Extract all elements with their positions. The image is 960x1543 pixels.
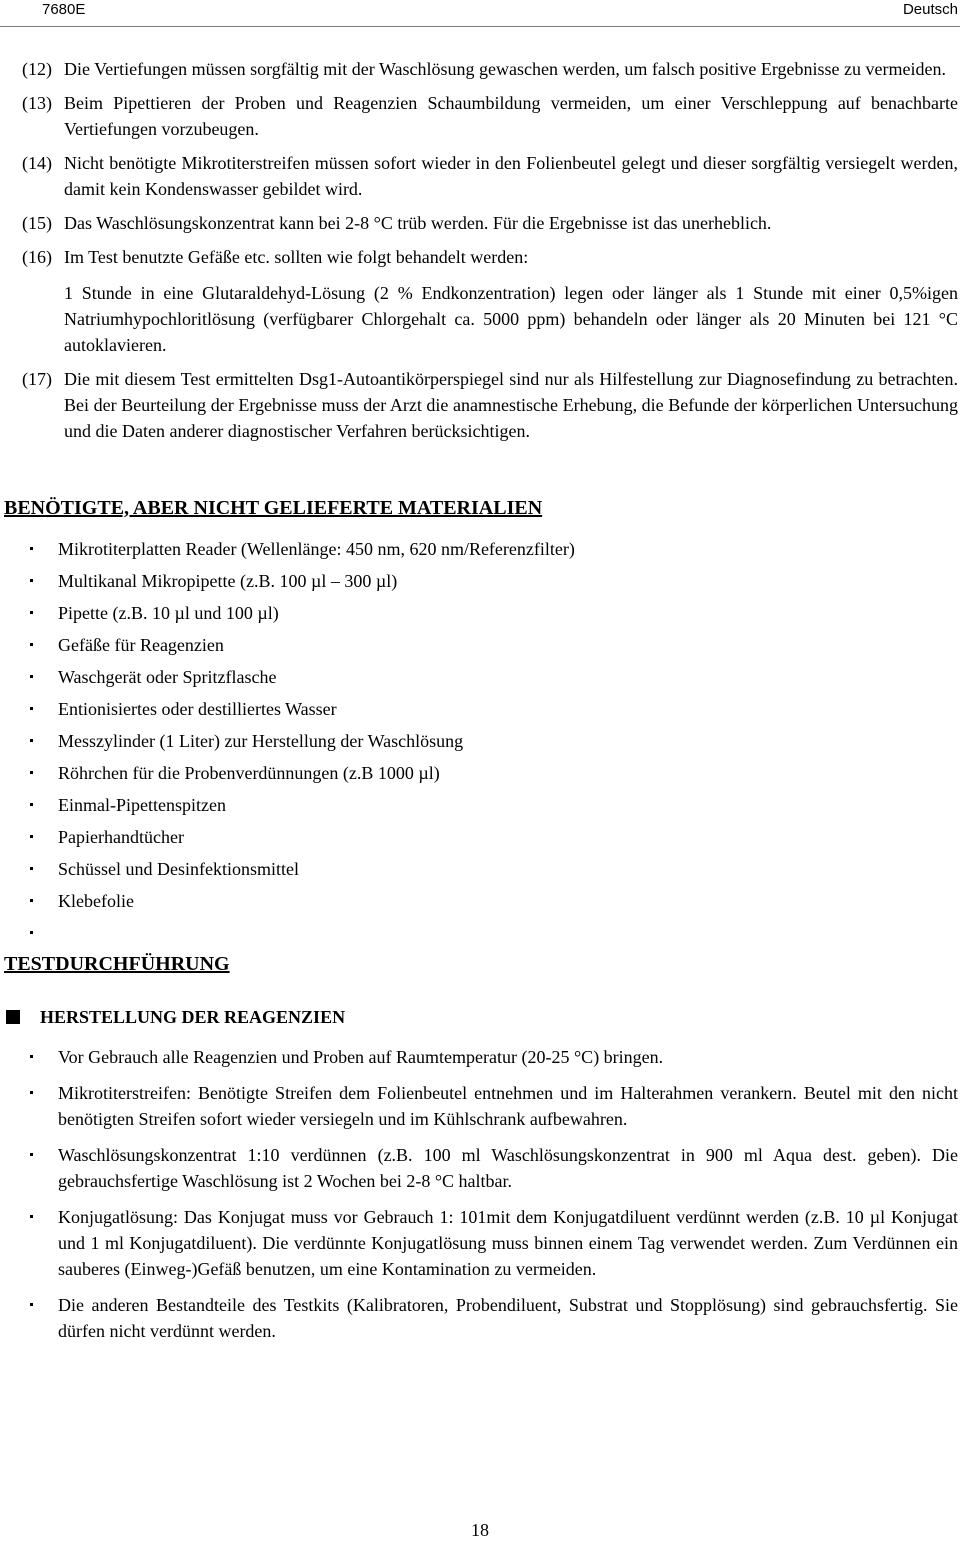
bullet-icon [24,568,58,594]
list-item-text: Entionisiertes oder destilliertes Wasser [58,699,337,719]
list-item-empty [24,920,958,946]
bullet-icon [24,1142,58,1194]
list-item [24,728,958,754]
list-item-text: Mikrotiterplatten Reader (Wellenlänge: 450 nm, 620 nm/Referenzfilter) [58,539,575,559]
note-item [22,366,958,444]
list-item [24,792,958,818]
note-number: (15) [22,213,52,233]
list-item [24,696,958,722]
page-content [0,56,960,1344]
materials-heading: BENÖTIGTE, ABER NICHT GELIEFERTE MATERIALIEN [4,497,543,519]
list-item-text: Klebefolie [58,891,134,911]
document-code: 7680E [42,1,86,18]
note-item [22,244,958,270]
list-item-text: Pipette (z.B. 10 µl und 100 µl) [58,603,279,623]
note-16-detail: 1 Stunde in eine Glutaraldehyd-Lösung (2 % Endkonzentration) legen oder länger als 1 Stunde mit einer 0,5%igen Natriumhypochloritlösung (verfügbarer Chlorgehalt ca. 5000 ppm) behandeln oder länger als 20 Minuten bei 121 °C autoklavieren. [64,283,958,355]
bullet-icon [24,696,58,722]
note-number: (12) [22,59,52,79]
bullet-icon [24,1204,58,1282]
list-item [24,1142,958,1194]
list-item [24,1080,958,1132]
list-item-text: Waschgerät oder Spritzflasche [58,667,277,687]
list-item [24,1292,958,1344]
square-bullet-icon [6,1010,20,1024]
note-number: (13) [22,93,52,113]
bullet-icon [24,536,58,562]
list-item-text: Die anderen Bestandteile des Testkits (Kalibratoren, Probendiluent, Substrat und Stopplösung) sind gebrauchsfertig. Sie dürfen nicht verdünnt werden. [58,1295,958,1341]
notes-list [0,56,960,444]
list-item-text: Röhrchen für die Probenverdünnungen (z.B 1000 µl) [58,763,440,783]
bullet-icon [24,1044,58,1070]
note-number: (14) [22,153,52,173]
page-header [0,0,960,27]
bullet-icon [24,600,58,626]
list-item [24,824,958,850]
bullet-icon [24,792,58,818]
bullet-icon [24,824,58,850]
document-language: Deutsch [902,1,958,18]
page-number: 18 [471,1520,489,1540]
note-text: Im Test benutzte Gefäße etc. sollten wie folgt behandelt werden: [64,247,529,267]
bullet-icon [24,920,58,946]
note-text: Die mit diesem Test ermittelten Dsg1-Autoantikörperspiegel sind nur als Hilfestellung zur Diagnosefindung zu betrachten. Bei der Beurteilung der Ergebnisse muss der Arzt die anamnestische Erhebung, die Befunde der körperlichen Untersuchung und die Daten anderer diagnostischer Verfahren berücksichtigen. [64,369,958,441]
list-item [24,600,958,626]
list-item [24,632,958,658]
list-item-text: Vor Gebrauch alle Reagenzien und Proben auf Raumtemperatur (20-25 °C) bringen. [58,1047,664,1067]
note-text: Das Waschlösungskonzentrat kann bei 2-8 °C trüb werden. Für die Ergebnisse ist das unerheblich. [64,213,772,233]
list-item-text: Mikrotiterstreifen: Benötigte Streifen dem Folienbeutel entnehmen und im Halterahmen verankern. Beutel mit den nicht benötigten Streifen sofort wieder versiegeln und im Kühlschrank aufbewahren. [58,1083,958,1129]
note-item [22,150,958,202]
list-item-text: Gefäße für Reagenzien [58,635,224,655]
note-item [22,90,958,142]
bullet-icon [24,888,58,914]
list-item-text: Papierhandtücher [58,827,184,847]
list-item [24,760,958,786]
bullet-icon [24,1292,58,1344]
note-item [22,210,958,236]
list-item [24,856,958,882]
list-item-text: Schüssel und Desinfektionsmittel [58,859,299,879]
list-item [24,568,958,594]
list-item-text: Einmal-Pipettenspitzen [58,795,226,815]
bullet-icon [24,664,58,690]
procedure-list [0,1044,960,1344]
bullet-icon [24,632,58,658]
list-item [24,536,958,562]
list-item [24,888,958,914]
list-item-text: Waschlösungskonzentrat 1:10 verdünnen (z.B. 100 ml Waschlösungskonzentrat in 900 ml Aqua dest. geben). Die gebrauchsfertige Waschlösung ist 2 Wochen bei 2-8 °C haltbar. [58,1145,958,1191]
note-text: Nicht benötigte Mikrotiterstreifen müssen sofort wieder in den Folienbeutel gelegt und dieser sorgfältig versiegelt werden, damit kein Kondenswasser gebildet wird. [64,153,958,199]
list-item [24,1204,958,1282]
reagent-preparation-title: HERSTELLUNG DER REAGENZIEN [40,1007,346,1027]
reagent-preparation-heading [4,1004,960,1030]
note-text: Beim Pipettieren der Proben und Reagenzien Schaumbildung vermeiden, um einer Verschleppung auf benachbarte Vertiefungen vorzubeugen. [64,93,958,139]
list-item-text: Multikanal Mikropipette (z.B. 100 µl – 300 µl) [58,571,398,591]
bullet-icon [24,856,58,882]
note-item [22,56,958,82]
note-number: (17) [22,369,52,389]
bullet-icon [24,1080,58,1132]
procedure-heading: TESTDURCHFÜHRUNG [4,953,230,975]
materials-list [0,536,960,946]
note-number: (16) [22,247,52,267]
bullet-icon [24,728,58,754]
note-text: Die Vertiefungen müssen sorgfältig mit der Waschlösung gewaschen werden, um falsch positive Ergebnisse zu vermeiden. [64,59,946,79]
list-item-text: Konjugatlösung: Das Konjugat muss vor Gebrauch 1: 101mit dem Konjugatdiluent verdünnt werden (z.B. 10 µl Konjugat und 1 ml Konjugatdiluent). Die verdünnte Konjugatlösung muss binnen einem Tag verwendet werden. Zum Verdünnen ein sauberes (Einweg-)Gefäß benutzen, um eine Kontamination zu vermeiden. [58,1207,958,1279]
list-item-text: Messzylinder (1 Liter) zur Herstellung der Waschlösung [58,731,464,751]
list-item [24,664,958,690]
bullet-icon [24,760,58,786]
list-item [24,1044,958,1070]
